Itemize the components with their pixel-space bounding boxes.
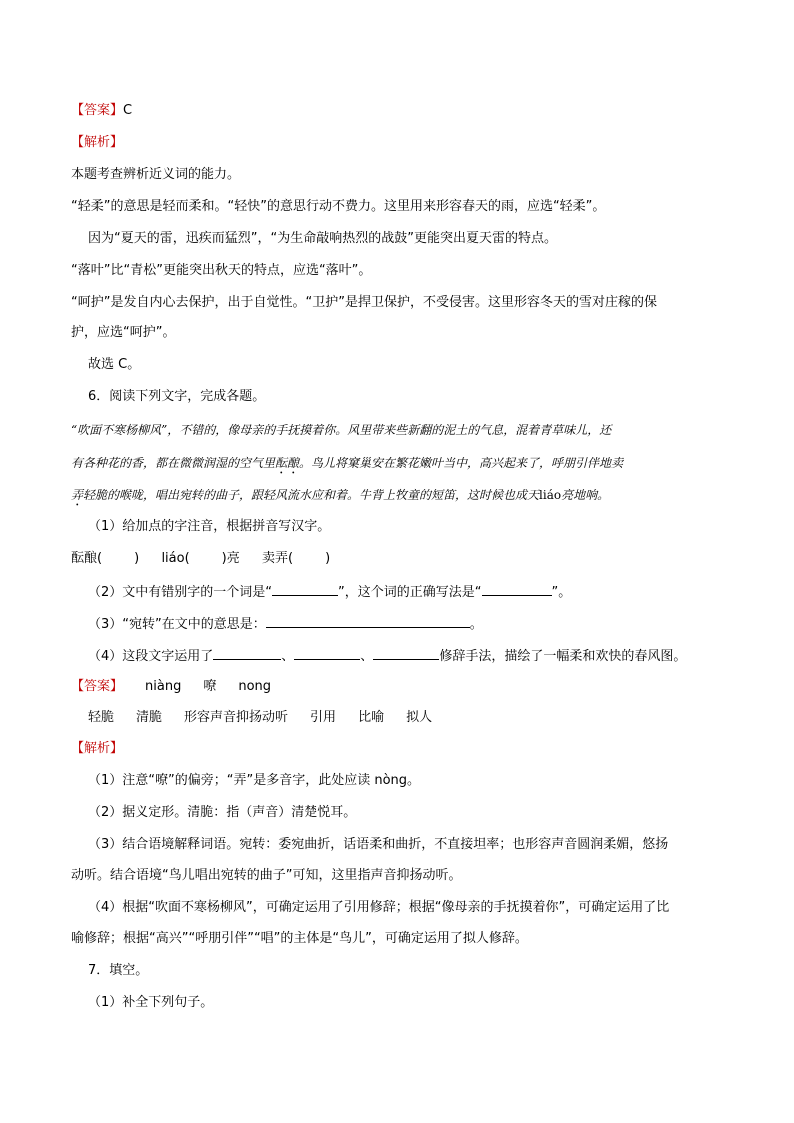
analysis-line: 动听。结合语境“鸟儿唱出宛转的曲子”可知，这里指声音抑扬动听。 xyxy=(71,868,462,883)
blank[interactable] xyxy=(294,648,360,660)
analysis-line: 护，应选“呵护”。 xyxy=(71,325,176,340)
analysis-line: 喻修辞；根据“高兴”“呼朋引伴”“唱”的主体是“鸟儿”，可确定运用了拟人修辞。 xyxy=(71,931,528,946)
analysis-line: 本题考查辨析近义词的能力。 xyxy=(71,167,241,182)
analysis-line: （1）注意“嘹”的偏旁；“弄”是多音字，此处应读 nòng。 xyxy=(88,773,421,788)
analysis-line: “轻柔”的意思是轻而柔和。“轻快”的意思行动不费力。这里用来形容春天的雨，应选“轻柔”。 xyxy=(71,199,606,214)
sub-question-4: （4）这段文字运用了 、 、 修辞手法，描绘了一幅柔和欢快的春风图。 xyxy=(88,649,687,664)
analysis-line: “落叶”比“青松”更能突出秋天的特点，应选“落叶”。 xyxy=(71,263,372,278)
blank[interactable] xyxy=(272,584,338,596)
analysis-line: （3）结合语境解释词语。宛转：委宛曲折，话语柔和曲折，不直接坦率；也形容声音圆润柔媚，悠扬 xyxy=(88,837,669,852)
analysis-tag: 【解析】 xyxy=(71,135,124,150)
sub-question-3: （3）“宛转”在文中的意思是： 。 xyxy=(88,617,483,632)
analysis-tag: 【解析】 xyxy=(71,741,124,756)
passage-line: 弄轻脆的喉咙，唱出宛转的曲子，跟轻风流水应和着。牛背上牧童的短笛，这时候也成天liáo亮地响。 xyxy=(71,488,610,502)
dotted-word: 弄 xyxy=(71,488,84,502)
answer-label xyxy=(71,104,132,117)
answer-value: C xyxy=(123,103,133,118)
passage-line: “吹面不寒杨柳风”，不错的，像母亲的手抚摸着你。风里带来些新翻的泥土的气息，混着青草味儿，还 xyxy=(71,423,612,437)
blank[interactable] xyxy=(266,616,470,628)
passage-line: 有各种花的香，都在微微润湿的空气里酝酿。鸟儿将窠巢安在繁花嫩叶当中，高兴起来了，呼朋引伴地卖 xyxy=(71,456,624,470)
analysis-line: （2）据义定形。清脆：指（声音）清楚悦耳。 xyxy=(88,805,357,820)
answer-tag: 【答案】 xyxy=(71,679,124,694)
sub-question-1-fill: 酝酿( ) liáo( )亮 卖弄( ) xyxy=(71,551,331,566)
question-7-sub1: （1）补全下列句子。 xyxy=(88,995,214,1010)
question-6-title: 6．阅读下列文字，完成各题。 xyxy=(88,389,266,404)
dotted-word: 酝酿 xyxy=(275,456,300,470)
sub-question-2: （2）文中有错别字的一个词是“ ”，这个词的正确写法是“ ”。 xyxy=(88,585,572,600)
answer-items: 轻脆 清脆 形容声音抑扬动听 引用 比喻 拟人 xyxy=(88,710,433,725)
analysis-line: （4）根据“吹面不寒杨柳风”，可确定运用了引用修辞；根据“像母亲的手抚摸着你”，可确定运用了比 xyxy=(88,900,670,915)
blank[interactable] xyxy=(482,584,552,596)
analysis-line: 故选 C。 xyxy=(88,357,141,372)
pinyin: liáo xyxy=(539,488,562,502)
analysis-line: 因为“夏天的雷，迅疾而猛烈”，“为生命敲响热烈的战鼓”更能突出夏天雷的特点。 xyxy=(88,231,557,246)
answer-tag: 【答案】 xyxy=(71,103,124,118)
analysis-line: “呵护”是发自内心去保护，出于自觉性。“卫护”是捍卫保护，不受侵害。这里形容冬天的雪对庄稼的保 xyxy=(71,295,657,310)
blank[interactable] xyxy=(213,648,281,660)
sub-question-1: （1）给加点的字注音，根据拼音写汉字。 xyxy=(88,519,331,534)
question-7-title: 7．填空。 xyxy=(88,963,149,978)
blank[interactable] xyxy=(373,648,439,660)
answer-label-2: 【答案】 niàng 嘹 nong xyxy=(71,679,272,694)
